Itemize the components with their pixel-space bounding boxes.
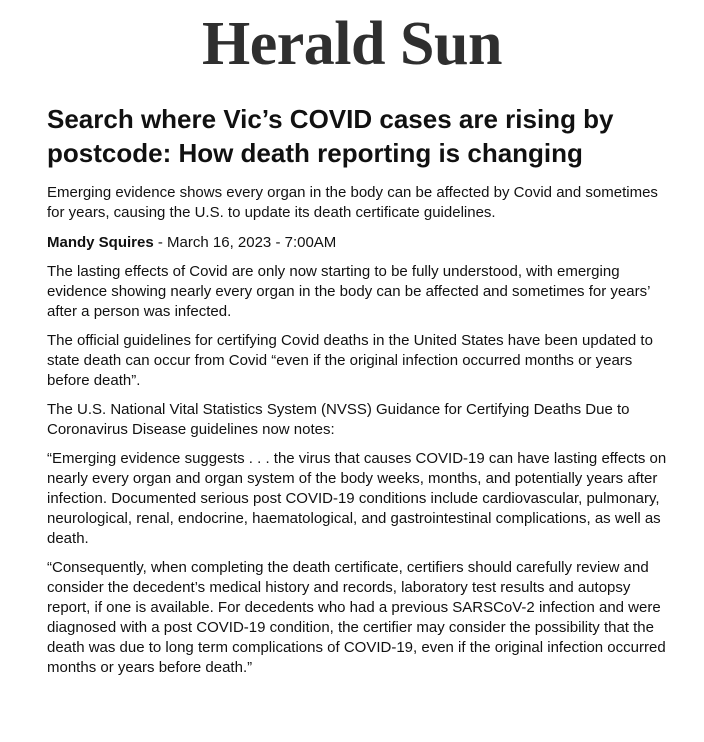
body-paragraph: The lasting effects of Covid are only now starting to be fully understood, with emerging evidence showing nearly every organ in the body can be affected and sometimes for years’ after a person was infected. [47,263,650,320]
masthead-logo: Herald Sun [202,10,502,78]
body-paragraph: The U.S. National Vital Statistics System (NVSS) Guidance for Certifying Deaths Due to Coronavirus Disease guidelines now notes: [47,401,630,438]
body-paragraph: The official guidelines for certifying Covid deaths in the United States have been updated to state death can occur from Covid “even if the original infection occurred months or years before death”. [47,332,653,389]
byline-separator: - [153,234,168,251]
body-paragraph: “Emerging evidence suggests . . . the virus that causes COVID-19 can have lasting effects on nearly every organ and organ system of the body weeks, months, and potentially years after infection. Documented serious post COVID-19 conditions include cardiovascular, pulmonary, neurological, renal, endocrine, haematological, and gastrointestinal complications, as well as death. [47,450,667,547]
article-byline [47,233,677,253]
article [47,102,677,678]
byline-date: March 16, 2023 - 7:00AM [167,234,337,251]
article-standfirst: Emerging evidence shows every organ in the body can be affected by Covid and sometimes for years, causing the U.S. to update its death certificate guidelines. [47,184,658,221]
article-headline: Search where Vic’s COVID cases are rising by postcode: How death reporting is changing [47,104,614,168]
body-paragraph: “Consequently, when completing the death certificate, certifiers should carefully review and consider the decedent’s medical history and records, laboratory test results and autopsy report, if one is available. For decedents who had a previous SARSCoV-2 infection and were diagnosed with a post COVID-19 condition, the certifier may consider the possibility that the death was due to long term complications of COVID-19, even if the original infection occurred months or years before death.” [47,559,666,676]
byline-author: Mandy Squires [47,234,154,251]
